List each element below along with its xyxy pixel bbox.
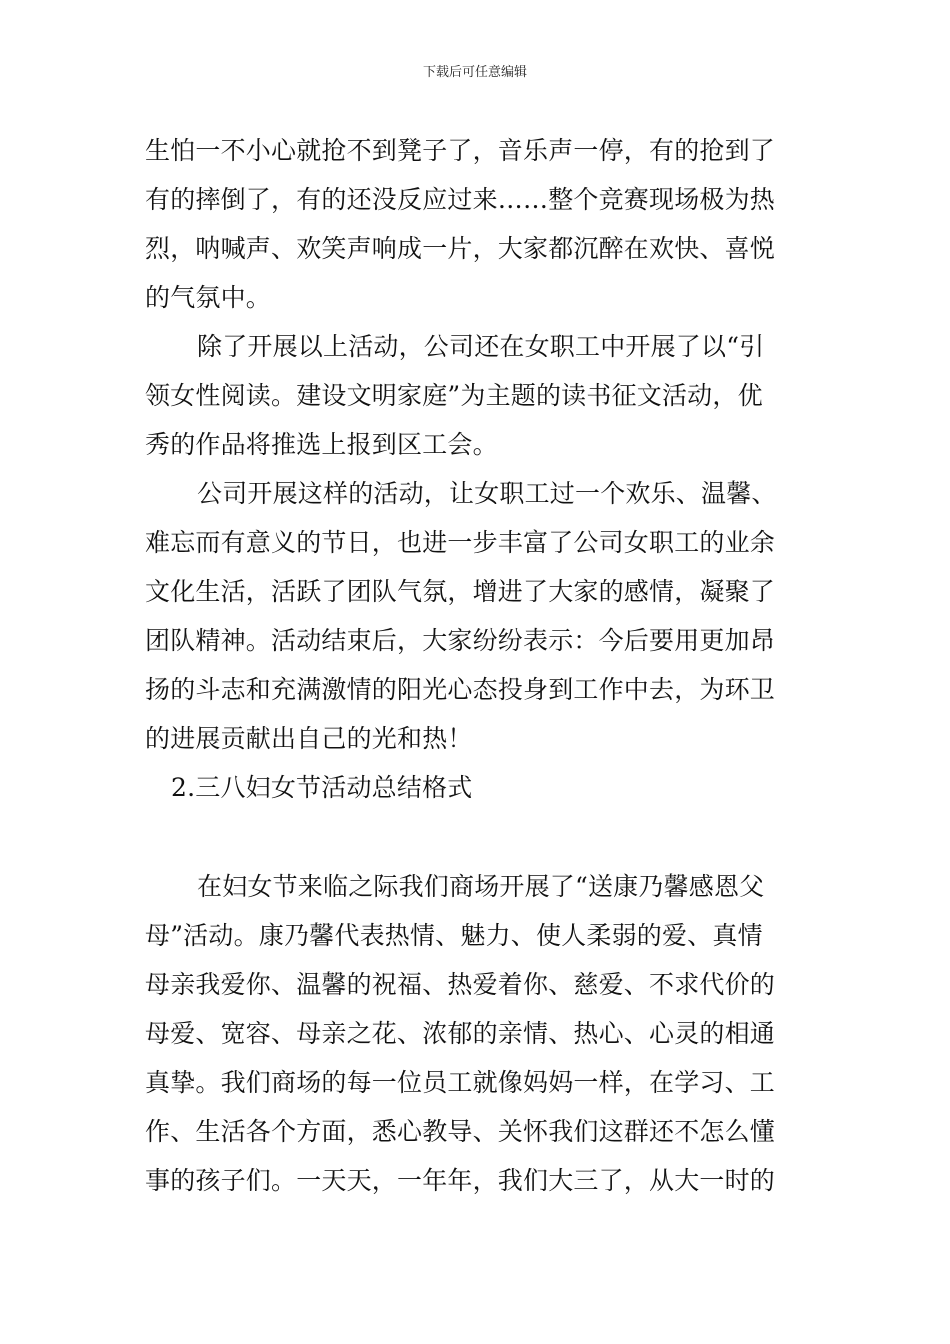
text-line: 作、生活各个方面，悉心教导、关怀我们这群还不怎么懂 [145,1117,776,1146]
text-line: 公司开展这样的活动，让女职工过一个欢乐、温馨、 [197,479,777,508]
text-line: 秀的作品将推选上报到区工会。 [145,430,498,459]
text-line: 文化生活，活跃了团队气氛，增进了大家的感情，凝聚了 [145,577,776,606]
text-line: 的进展贡献出自己的光和热！ [145,724,473,753]
text-line: 除了开展以上活动，公司还在女职工中开展了以“引 [197,332,765,361]
section-heading: 2.三八妇女节活动总结格式 [171,773,473,802]
text-line: 母亲我爱你、温馨的祝福、热爱着你、慈爱、不求代价的 [145,970,776,999]
text-line: 真挚。我们商场的每一位员工就像妈妈一样，在学习、工 [145,1068,776,1097]
page-header: 下载后可任意编辑 [422,65,527,80]
text-line: 母爱、宽容、母亲之花、浓郁的亲情、热心、心灵的相通 [145,1019,776,1048]
text-line: 扬的斗志和充满激情的阳光心态投身到工作中去，为环卫 [145,675,776,704]
text-line: 有的摔倒了，有的还没反应过来……整个竞赛现场极为热 [145,185,776,214]
text-line: 事的孩子们。一天天，一年年，我们大三了，从大一时的 [145,1166,776,1195]
text-line: 在妇女节来临之际我们商场开展了“送康乃馨感恩父 [197,872,765,901]
blank-line [145,812,809,862]
text-line: 领女性阅读。建设文明家庭”为主题的读书征文活动，优 [145,381,763,410]
text-line: 烈，呐喊声、欢笑声响成一片，大家都沉醉在欢快、喜悦 [145,234,776,263]
text-line: 的气氛中。 [145,283,272,312]
text-line: 难忘而有意义的节日，也进一步丰富了公司女职工的业余 [145,528,776,557]
text-line: 团队精神。活动结束后，大家纷纷表示：今后要用更加昂 [145,626,776,655]
document-body [145,126,809,1205]
text-line: 母”活动。康乃馨代表热情、魅力、使人柔弱的爱、真情 [145,921,763,950]
text-line: 生怕一不小心就抢不到凳子了，音乐声一停，有的抢到了 [145,136,776,165]
